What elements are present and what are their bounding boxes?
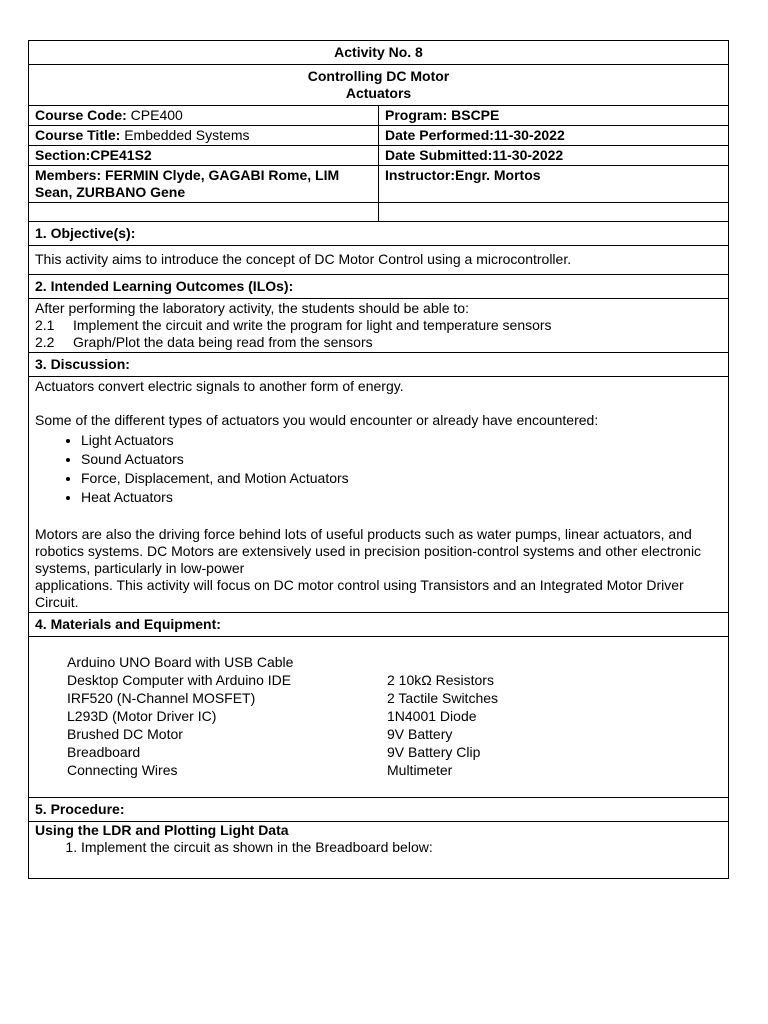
activity-sheet [28, 40, 728, 879]
empty-cell-right [379, 203, 729, 222]
materials-heading-row [29, 613, 729, 637]
materials-body-row [29, 637, 729, 798]
list-item: • Light Actuators [81, 431, 722, 450]
date-performed: Date Performed:11-30-2022 [379, 126, 729, 146]
info-row-2 [29, 126, 729, 146]
discussion-paragraph-3b: applications. This activity will focus on DC motor control using Transistors and an Integrated Motor Driver Circuit. [35, 577, 684, 610]
course-title [29, 126, 379, 146]
objectives-body-row [29, 246, 729, 275]
procedure-subheading: Using the LDR and Plotting Light Data [35, 822, 289, 838]
info-row-1 [29, 106, 729, 126]
ilo-number: 2.2 [35, 334, 55, 350]
materials-body [29, 637, 729, 798]
material-item: 1N4001 Diode [387, 708, 477, 724]
course-title-label: Course Title: [35, 127, 121, 143]
course-title-value: Embedded Systems [120, 127, 250, 143]
ilo-item [35, 334, 722, 351]
discussion-paragraph-3a: Motors are also the driving force behind lots of useful products such as water pumps, linear actuators, and robotics systems. DC Motors are extensively used in precision position-control systems and other electronic systems, particularly in low-power [35, 526, 702, 576]
discussion-body [29, 377, 729, 613]
material-item: Arduino UNO Board with USB Cable [67, 654, 294, 670]
material-item: 2 10kΩ Resistors [387, 672, 494, 688]
ilos-body-row [29, 299, 729, 353]
instructor: Instructor:Engr. Mortos [379, 166, 729, 203]
procedure-body [29, 822, 729, 879]
material-item: Connecting Wires [67, 762, 178, 778]
material-item: 9V Battery Clip [387, 744, 481, 760]
discussion-heading: 3. Discussion: [29, 353, 729, 377]
objectives-heading-row [29, 222, 729, 246]
empty-row [29, 203, 729, 222]
course-code-value: CPE400 [126, 107, 183, 123]
activity-title-line2: Actuators [345, 85, 412, 101]
info-row-3 [29, 146, 729, 166]
activity-title-row [29, 65, 729, 106]
materials-columns [29, 637, 728, 797]
course-code-label: Course Code: [35, 107, 127, 123]
procedure-step: 1. Implement the circuit as shown in the Breadboard below: [81, 839, 722, 856]
info-row-4 [29, 166, 729, 203]
ilos-heading-row [29, 275, 729, 299]
ilo-text: Graph/Plot the data being read from the sensors [73, 334, 373, 350]
material-item: Desktop Computer with Arduino IDE [67, 672, 292, 688]
ilo-number: 2.1 [35, 317, 55, 333]
discussion-paragraph-2: Some of the different types of actuators you would encounter or already have encountered: [35, 412, 599, 428]
spacer [35, 395, 722, 412]
list-item: • Heat Actuators [81, 488, 722, 507]
procedure-steps [35, 839, 722, 856]
list-item: • Force, Displacement, and Motion Actuators [81, 469, 722, 488]
program: Program: BSCPE [379, 106, 729, 126]
material-item: Brushed DC Motor [67, 726, 183, 742]
procedure-body-row [29, 822, 729, 879]
ilos-heading: 2. Intended Learning Outcomes (ILOs): [29, 275, 729, 299]
ilos-intro: After performing the laboratory activity, the students should be able to: [35, 300, 469, 316]
section: Section:CPE41S2 [29, 146, 379, 166]
course-code [29, 106, 379, 126]
ilos-body [29, 299, 729, 353]
objectives-heading: 1. Objective(s): [29, 222, 729, 246]
procedure-heading-row [29, 798, 729, 822]
actuator-list [35, 431, 722, 507]
activity-number-row [29, 41, 729, 65]
material-item: L293D (Motor Driver IC) [67, 708, 217, 724]
empty-cell-left [29, 203, 379, 222]
materials-column-1 [67, 653, 387, 779]
activity-number: Activity No. 8 [29, 41, 729, 65]
date-submitted: Date Submitted:11-30-2022 [379, 146, 729, 166]
objectives-text: This activity aims to introduce the concept of DC Motor Control using a microcontroller. [29, 246, 729, 275]
activity-title-line1: Controlling DC Motor [307, 68, 450, 84]
discussion-body-row [29, 377, 729, 613]
material-item: Breadboard [67, 744, 141, 760]
spacer [35, 509, 722, 526]
list-item: • Sound Actuators [81, 450, 722, 469]
material-item: 9V Battery [387, 726, 453, 742]
material-item [387, 653, 687, 671]
material-item: IRF520 (N-Channel MOSFET) [67, 690, 256, 706]
ilo-text: Implement the circuit and write the program for light and temperature sensors [73, 317, 552, 333]
procedure-heading: 5. Procedure: [29, 798, 729, 822]
material-item: 2 Tactile Switches [387, 690, 499, 706]
activity-table [28, 40, 729, 879]
ilo-item [35, 317, 722, 334]
material-item: Multimeter [387, 762, 453, 778]
materials-heading: 4. Materials and Equipment: [29, 613, 729, 637]
members: Members: FERMIN Clyde, GAGABI Rome, LIM Sean, ZURBANO Gene [29, 166, 379, 203]
discussion-heading-row [29, 353, 729, 377]
materials-column-2 [387, 653, 687, 779]
discussion-paragraph-1: Actuators convert electric signals to another form of energy. [35, 378, 404, 394]
activity-title [29, 65, 729, 106]
